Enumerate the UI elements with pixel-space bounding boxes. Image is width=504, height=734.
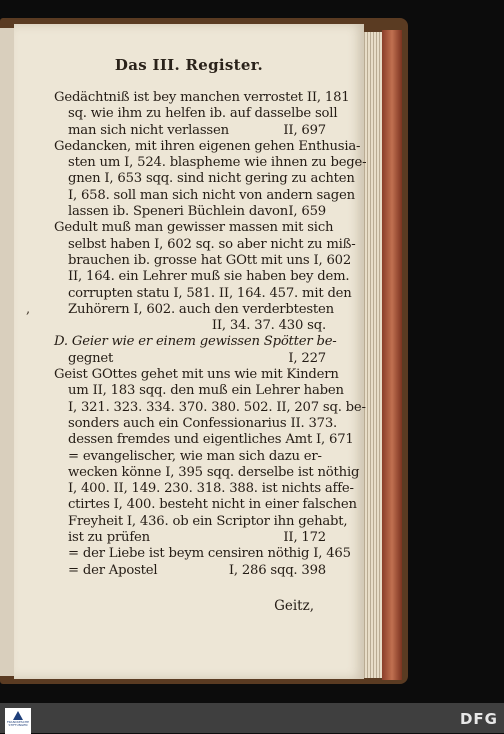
text-line: II, 34. 37. 430 sq. bbox=[211, 318, 326, 334]
text-line-content: evangelischer, wie man sich dazu er- bbox=[82, 448, 322, 464]
page-reference: I, 286 sqq. 398 bbox=[228, 562, 326, 578]
text-line: gnen I, 653 sqq. sind nicht gering zu achten bbox=[68, 171, 355, 187]
cover-edge bbox=[382, 30, 402, 680]
text-line bbox=[26, 301, 334, 318]
text-line: Freyheit I, 436. ob ein Scriptor ihn gehabt, bbox=[68, 513, 348, 529]
left-page-edge bbox=[0, 28, 15, 676]
text-line: sq. wie ihm zu helfen ib. auf dasselbe soll bbox=[68, 106, 338, 122]
ditto-mark: = bbox=[68, 562, 79, 578]
text-line-left: ist zu prüfen bbox=[68, 530, 150, 546]
text-line-content: der Liebe ist beym censiren nöthig I, 465 bbox=[82, 546, 351, 562]
text-line-content: Zuhörern I, 602. auch den verderbtesten bbox=[68, 301, 334, 317]
page-reference: II, 172 bbox=[283, 530, 326, 546]
logo-mark-icon bbox=[13, 711, 23, 720]
text-line: Geist GOttes gehet mit uns wie mit Kindern bbox=[54, 367, 339, 383]
ditto-mark: = bbox=[68, 546, 79, 562]
text-line-left: man sich nicht verlassen bbox=[68, 122, 229, 138]
text-line: Gedancken, mit ihren eigenen gehen Enthusia- bbox=[54, 138, 361, 154]
ditto-mark: = bbox=[68, 448, 79, 464]
text-line: I, 321. 323. 334. 370. 380. 502. II, 207 sq. be- bbox=[68, 399, 366, 415]
text-line: corrupten statu I, 581. II, 164. 457. mit den bbox=[68, 285, 352, 301]
text-line bbox=[54, 204, 326, 220]
text-line bbox=[54, 546, 351, 562]
text-line bbox=[54, 123, 326, 139]
text-line bbox=[54, 530, 326, 546]
page-reference: II, 697 bbox=[283, 122, 326, 138]
page-reference: I, 659 bbox=[288, 204, 326, 220]
text-line bbox=[54, 449, 326, 465]
page-reference: I, 227 bbox=[288, 350, 326, 366]
text-line: Gedächtniß ist bey manchen verrostet II, 181 bbox=[54, 90, 350, 105]
logo-text: FRANCKESCHE STIFTUNGEN bbox=[6, 720, 30, 728]
text-line: brauchen ib. grosse hat GOtt mit uns I, 602 bbox=[68, 252, 352, 268]
margin-mark: , bbox=[26, 301, 30, 317]
text-line: wecken könne I, 395 sqq. derselbe ist nöthig bbox=[68, 464, 360, 480]
text-line bbox=[54, 563, 326, 579]
text-line: dessen fremdes und eigentliches Amt I, 671 bbox=[68, 432, 354, 448]
dfg-badge: DFG bbox=[459, 710, 498, 728]
text-line: D. Geier wie er einem gewissen Spötter be- bbox=[54, 334, 337, 350]
text-line-left: lassen ib. Speneri Büchlein davon bbox=[68, 204, 289, 220]
text-line: selbst haben I, 602 sq. so aber nicht zu miß- bbox=[68, 236, 356, 252]
text-line-content: der Apostel bbox=[82, 562, 158, 578]
footer-bar bbox=[0, 703, 504, 733]
text-line-left bbox=[68, 563, 157, 579]
institution-logo bbox=[5, 708, 31, 734]
register-text bbox=[26, 90, 367, 579]
text-line: I, 400. II, 149. 230. 318. 388. ist nichts affe- bbox=[68, 481, 354, 497]
text-line: ctirtes I, 400. besteht nicht in einer falschen bbox=[68, 497, 357, 513]
page-header: Das III. Register. bbox=[114, 56, 264, 74]
book-page bbox=[14, 24, 367, 679]
text-line: um II, 183 sqq. den muß ein Lehrer haben bbox=[68, 383, 344, 399]
text-line bbox=[54, 351, 326, 367]
text-line-left: gegnet bbox=[68, 350, 114, 366]
text-line: sten um I, 524. blaspheme wie ihnen zu bege- bbox=[68, 155, 367, 171]
text-line: Gedult muß man gewisser massen mit sich bbox=[54, 220, 334, 236]
text-line: II, 164. ein Lehrer muß sie haben bey dem. bbox=[68, 269, 350, 285]
text-line: sonders auch ein Confessionarius II. 373. bbox=[68, 415, 338, 431]
catchword: Geitz, bbox=[274, 598, 314, 614]
text-line: I, 658. soll man sich nicht von andern sagen bbox=[68, 187, 355, 203]
